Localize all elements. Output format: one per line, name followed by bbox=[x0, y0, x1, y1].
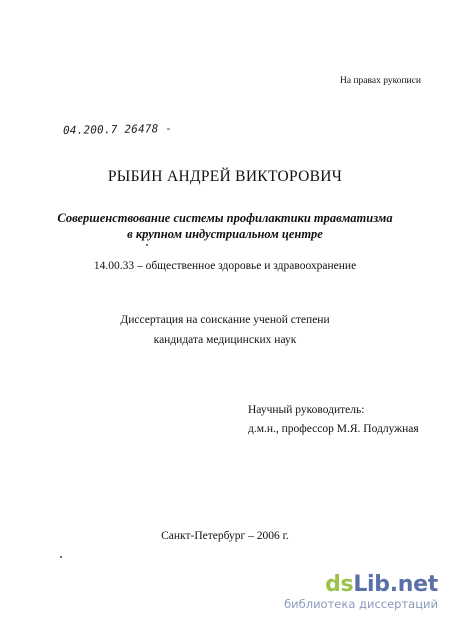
dslib-watermark bbox=[284, 573, 438, 611]
logo-ds: ds bbox=[325, 572, 354, 597]
registration-number: 04.200.7 26478 - bbox=[62, 122, 173, 137]
degree-line-1: Диссертация на соискание ученой степени bbox=[120, 314, 330, 326]
scan-speck bbox=[60, 556, 62, 558]
rights-note: На правах рукописи bbox=[340, 76, 421, 86]
watermark-subtitle: библиотека диссертаций bbox=[284, 597, 438, 611]
supervisor-label: Научный руководитель: bbox=[248, 404, 365, 416]
dissertation-title-line-2: в крупном индустриальном центре bbox=[127, 227, 323, 241]
city-year: Санкт-Петербург – 2006 г. bbox=[161, 530, 289, 542]
degree-line-2: кандидата медицинских наук bbox=[153, 334, 297, 346]
logo-net: .net bbox=[389, 572, 438, 597]
dslib-logo bbox=[284, 573, 438, 597]
logo-lib: Lib bbox=[353, 572, 390, 597]
supervisor-name: д.м.н., профессор М.Я. Подлужная bbox=[248, 423, 419, 435]
author-name: РЫБИН АНДРЕЙ ВИКТОРОВИЧ bbox=[107, 168, 343, 185]
specialty-code: 14.00.33 – общественное здоровье и здравоохранение bbox=[93, 260, 357, 272]
dissertation-title-line-1: Совершенствование системы профилактики травматизма bbox=[57, 211, 393, 225]
scan-speck bbox=[146, 244, 148, 246]
